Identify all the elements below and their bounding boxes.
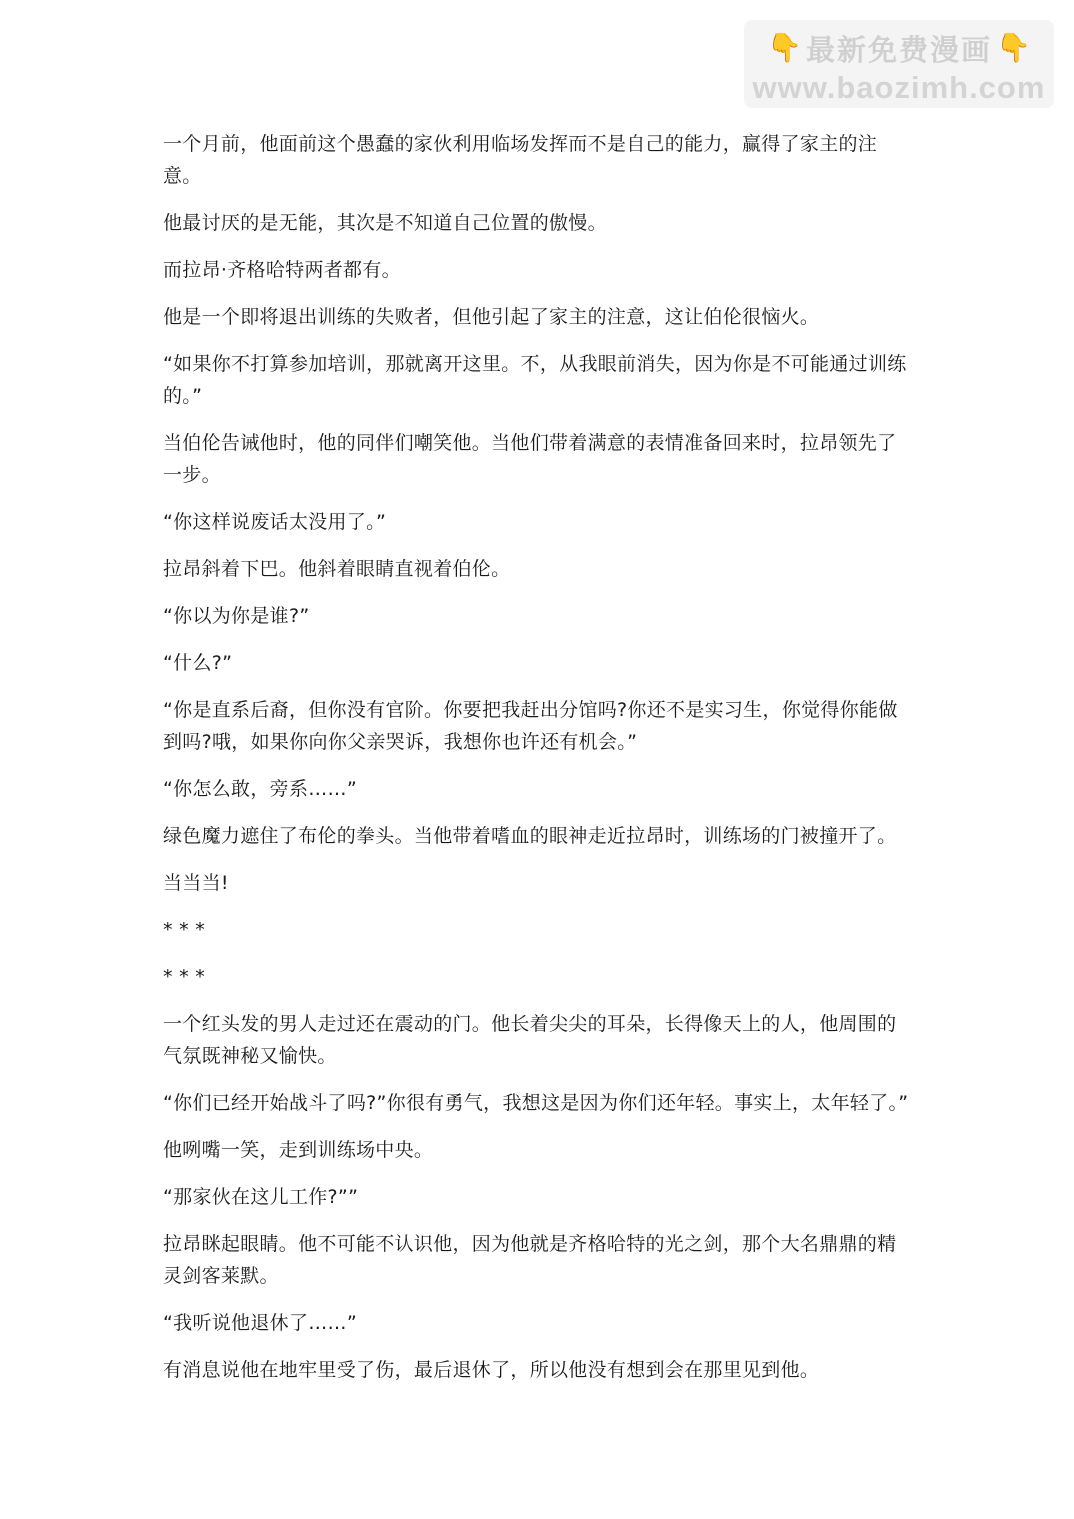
paragraph: “我听说他退休了……” <box>163 1312 357 1334</box>
paragraph: “如果你不打算参加培训，那就离开这里。不，从我眼前消失，因为你是不可能通过训练的。” <box>163 353 907 407</box>
paragraph: “你这样说废话太没用了。” <box>163 511 387 533</box>
paragraph: 他咧嘴一笑，走到训练场中央。 <box>163 1139 434 1161</box>
paragraph: “你是直系后裔，但你没有官阶。你要把我赶出分馆吗?你还不是实习生，你觉得你能做到吗?哦，如果你向你父亲哭诉，我想你也许还有机会。” <box>163 699 898 753</box>
paragraph: 有消息说他在地牢里受了伤，最后退休了，所以他没有想到会在那里见到他。 <box>163 1359 820 1381</box>
scene-break: * * * <box>163 966 206 988</box>
paragraph: 一个月前，他面前这个愚蠢的家伙利用临场发挥而不是自己的能力，赢得了家主的注意。 <box>163 133 878 187</box>
paragraph: 当伯伦告诫他时，他的同伴们嘲笑他。当他们带着满意的表情准备回来时，拉昂领先了一步。 <box>163 432 897 486</box>
paragraph: “那家伙在这儿工作?”” <box>163 1186 359 1208</box>
paragraph: 拉昂斜着下巴。他斜着眼睛直视着伯伦。 <box>163 558 511 580</box>
paragraph: 他是一个即将退出训练的失败者，但他引起了家主的注意，这让伯伦很恼火。 <box>163 306 820 328</box>
paragraph: 而拉昂·齐格哈特两者都有。 <box>163 259 401 281</box>
article-body <box>163 128 915 1401</box>
paragraph: 他最讨厌的是无能，其次是不知道自己位置的傲慢。 <box>163 212 607 234</box>
paragraph: 当当当! <box>163 872 229 894</box>
paragraph: “你以为你是谁?” <box>163 605 310 627</box>
watermark-title-row <box>744 28 1054 68</box>
pointing-down-hand-icon: 👇 <box>996 31 1031 64</box>
paragraph: 绿色魔力遮住了布伦的拳头。当他带着嗜血的眼神走近拉昂时，训练场的门被撞开了。 <box>163 825 897 847</box>
watermark-title: 最新免费漫画 <box>805 32 992 67</box>
scene-break: * * * <box>163 919 206 941</box>
paragraph: “你怎么敢，旁系……” <box>163 778 357 800</box>
paragraph: 一个红头发的男人走过还在震动的门。他长着尖尖的耳朵，长得像天上的人，他周围的气氛既神秘又愉快。 <box>163 1013 897 1067</box>
pointing-down-hand-icon: 👇 <box>767 31 802 64</box>
watermark-url: www.baozimh.com <box>752 70 1046 105</box>
paragraph: 拉昂眯起眼睛。他不可能不认识他，因为他就是齐格哈特的光之剑，那个大名鼎鼎的精灵剑客莱默。 <box>163 1233 897 1287</box>
watermark-banner <box>744 20 1054 108</box>
paragraph: “你们已经开始战斗了吗?”你很有勇气，我想这是因为你们还年轻。事实上，太年轻了。” <box>163 1092 909 1114</box>
paragraph: “什么?” <box>163 652 233 674</box>
